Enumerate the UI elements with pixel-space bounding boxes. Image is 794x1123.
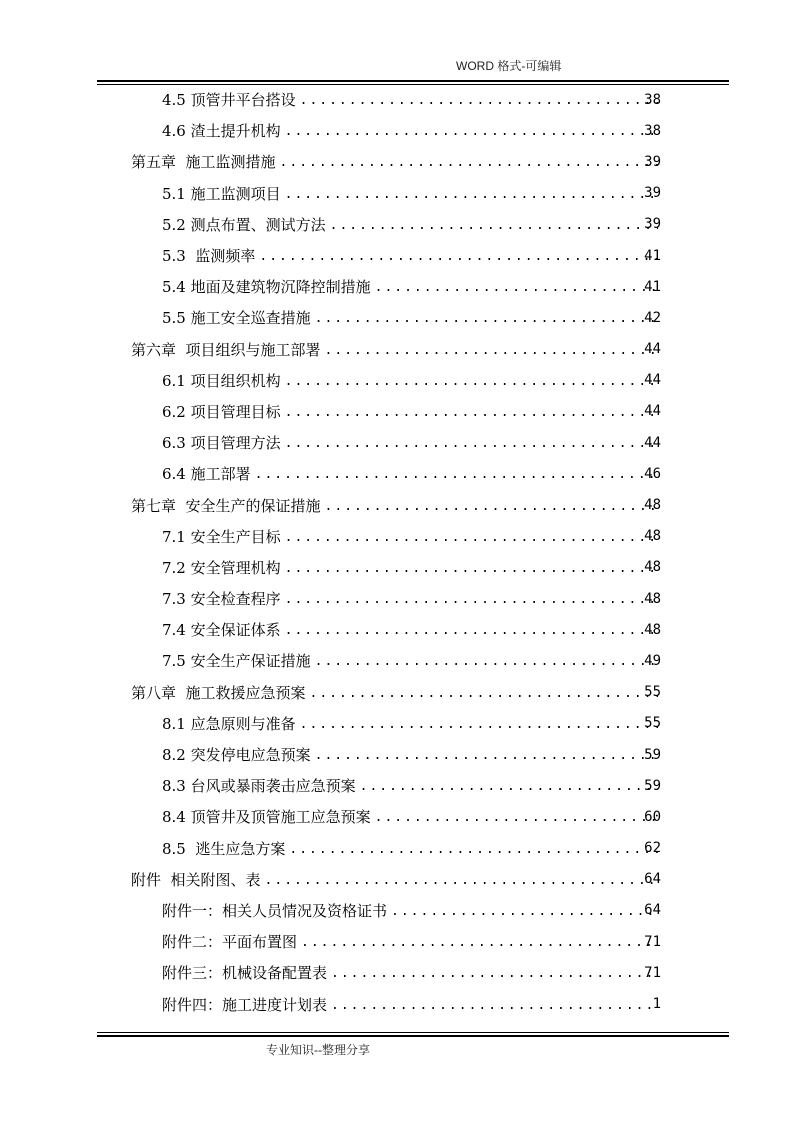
toc-dot-leader — [391, 903, 658, 920]
toc-entry-page-number: 62 — [644, 840, 661, 857]
toc-entry[interactable] — [0, 989, 794, 1020]
toc-dot-leader — [375, 279, 658, 296]
toc-entry-page-number: 60 — [644, 808, 661, 825]
toc-entry-title: 附件三：机械设备配置表 — [162, 964, 328, 983]
toc-dot-leader — [315, 653, 658, 670]
toc-dot-leader — [285, 435, 658, 452]
toc-entry-title: 附件 相关附图、表 — [131, 870, 261, 889]
toc-dot-leader — [331, 997, 658, 1014]
toc-entry-title: 5.5 施工安全巡查措施 — [162, 309, 311, 328]
toc-entry-title: 第五章 施工监测措施 — [131, 153, 276, 172]
toc-entry-page-number: 44 — [644, 434, 661, 451]
toc-dot-leader — [300, 716, 658, 733]
toc-entry[interactable] — [0, 366, 794, 397]
toc-entry[interactable] — [0, 428, 794, 459]
toc-entry-title: 4.5 顶管井平台搭设 — [162, 91, 296, 110]
toc-dot-leader — [330, 217, 658, 234]
toc-entry-title: 5.4 地面及建筑物沉降控制措施 — [162, 278, 371, 297]
toc-entry[interactable] — [0, 896, 794, 927]
toc-entry-page-number: 48 — [644, 559, 661, 576]
toc-entry[interactable] — [0, 85, 794, 116]
toc-entry[interactable] — [0, 771, 794, 802]
toc-entry[interactable] — [0, 646, 794, 677]
toc-entry-title: 7.2 安全管理机构 — [162, 558, 281, 577]
toc-dot-leader — [285, 622, 658, 639]
header-rule-thick — [97, 80, 729, 82]
toc-entry-title: 附件二：平面布置图 — [162, 933, 298, 952]
toc-entry[interactable] — [0, 272, 794, 303]
toc-entry-page-number: 44 — [644, 403, 661, 420]
toc-entry-page-number: 48 — [644, 528, 661, 545]
toc-entry[interactable] — [0, 335, 794, 366]
toc-entry-title: 第八章 施工救援应急预案 — [131, 683, 306, 702]
toc-entry[interactable] — [0, 958, 794, 989]
toc-entry-title: 7.1 安全生产目标 — [162, 527, 281, 546]
toc-entry[interactable] — [0, 459, 794, 490]
toc-dot-leader — [360, 778, 658, 795]
toc-entry-page-number: 48 — [644, 497, 661, 514]
toc-entry-page-number: 55 — [644, 715, 661, 732]
toc-entry-title: 5.2 测点布置、测试方法 — [162, 215, 326, 234]
toc-entry[interactable] — [0, 179, 794, 210]
toc-entry[interactable] — [0, 615, 794, 646]
toc-entry-page-number: 39 — [644, 216, 661, 233]
toc-entry-title: 7.3 安全检查程序 — [162, 590, 281, 609]
toc-entry-page-number: 39 — [644, 153, 661, 170]
toc-entry[interactable] — [0, 522, 794, 553]
toc-entry-page-number: 48 — [644, 590, 661, 607]
toc-entry-title: 4.6 渣土提升机构 — [162, 122, 281, 141]
toc-entry[interactable] — [0, 397, 794, 428]
toc-dot-leader — [285, 373, 658, 390]
toc-dot-leader — [331, 965, 658, 982]
toc-entry[interactable] — [0, 490, 794, 521]
toc-entry-page-number: 49 — [644, 652, 661, 669]
toc-entry-page-number: 71 — [644, 933, 661, 950]
toc-entry[interactable] — [0, 553, 794, 584]
toc-dot-leader — [289, 841, 658, 858]
toc-entry-title: 8.3 台风或暴雨袭击应急预案 — [162, 777, 356, 796]
toc-dot-leader — [285, 560, 658, 577]
toc-entry-title: 5.3 监测频率 — [162, 247, 256, 266]
toc-dot-leader — [325, 498, 658, 515]
page-footer-text: 专业知识--整理分享 — [266, 1043, 370, 1057]
toc-entry-title: 6.1 项目组织机构 — [162, 371, 281, 390]
toc-entry-title: 6.3 项目管理方法 — [162, 434, 281, 453]
toc-entry-page-number: 44 — [644, 341, 661, 358]
toc-entry-page-number: 71 — [644, 964, 661, 981]
toc-dot-leader — [255, 466, 658, 483]
toc-entry[interactable] — [0, 210, 794, 241]
toc-entry[interactable] — [0, 584, 794, 615]
toc-entry[interactable] — [0, 303, 794, 334]
toc-entry-title: 5.1 施工监测项目 — [162, 184, 281, 203]
toc-entry-page-number: 41 — [644, 247, 661, 264]
toc-entry-page-number: 59 — [644, 746, 661, 763]
toc-dot-leader — [280, 154, 658, 171]
footer-rule-thin — [97, 1032, 729, 1033]
toc-entry[interactable] — [0, 709, 794, 740]
toc-entry[interactable] — [0, 834, 794, 865]
toc-entry[interactable] — [0, 927, 794, 958]
toc-dot-leader — [285, 529, 658, 546]
toc-entry-page-number: 41 — [644, 278, 661, 295]
toc-entry-title: 8.2 突发停电应急预案 — [162, 746, 311, 765]
toc-dot-leader — [301, 934, 658, 951]
toc-entry[interactable] — [0, 802, 794, 833]
toc-entry[interactable] — [0, 865, 794, 896]
toc-entry-page-number: 64 — [644, 871, 661, 888]
toc-entry[interactable] — [0, 116, 794, 147]
toc-dot-leader — [325, 342, 658, 359]
toc-dot-leader — [285, 123, 658, 140]
toc-dot-leader — [315, 747, 658, 764]
toc-entry-page-number: 55 — [644, 684, 661, 701]
toc-entry-title: 附件四：施工进度计划表 — [162, 995, 328, 1014]
toc-entry-page-number: 48 — [644, 621, 661, 638]
toc-dot-leader — [285, 404, 658, 421]
toc-entry-title: 第六章 项目组织与施工部署 — [131, 340, 321, 359]
footer-rule-thick — [97, 1035, 729, 1037]
toc-entry-page-number: 1 — [652, 996, 661, 1013]
toc-entry[interactable] — [0, 678, 794, 709]
toc-dot-leader — [300, 92, 658, 109]
toc-entry-page-number: 39 — [644, 185, 661, 202]
toc-entry-title: 第七章 安全生产的保证措施 — [131, 496, 321, 515]
toc-entry-title: 7.4 安全保证体系 — [162, 621, 281, 640]
toc-dot-leader — [315, 310, 658, 327]
toc-dot-leader — [265, 872, 658, 889]
toc-dot-leader — [259, 248, 658, 265]
toc-entry-page-number: 38 — [644, 122, 661, 139]
toc-entry[interactable] — [0, 740, 794, 771]
toc-entry-page-number: 44 — [644, 372, 661, 389]
toc-entry-title: 6.4 施工部署 — [162, 465, 251, 484]
toc-entry[interactable] — [0, 241, 794, 272]
toc-entry-title: 8.4 顶管井及顶管施工应急预案 — [162, 808, 371, 827]
toc-dot-leader — [285, 591, 658, 608]
toc-entry-page-number: 59 — [644, 777, 661, 794]
toc-dot-leader — [375, 809, 658, 826]
table-of-contents — [0, 85, 794, 1021]
toc-entry-title: 6.2 项目管理目标 — [162, 402, 281, 421]
toc-entry-page-number: 42 — [644, 309, 661, 326]
toc-entry-page-number: 38 — [644, 91, 661, 108]
toc-entry-title: 附件一：相关人员情况及资格证书 — [162, 901, 388, 920]
toc-dot-leader — [310, 685, 658, 702]
toc-entry-page-number: 64 — [644, 902, 661, 919]
toc-entry-title: 8.1 应急原则与准备 — [162, 714, 296, 733]
toc-entry-title: 8.5 逃生应急方案 — [162, 839, 286, 858]
toc-dot-leader — [285, 186, 658, 203]
page-header-text: WORD 格式-可编辑 — [456, 59, 562, 73]
toc-entry-title: 7.5 安全生产保证措施 — [162, 652, 311, 671]
toc-entry-page-number: 46 — [644, 465, 661, 482]
toc-entry[interactable] — [0, 147, 794, 178]
